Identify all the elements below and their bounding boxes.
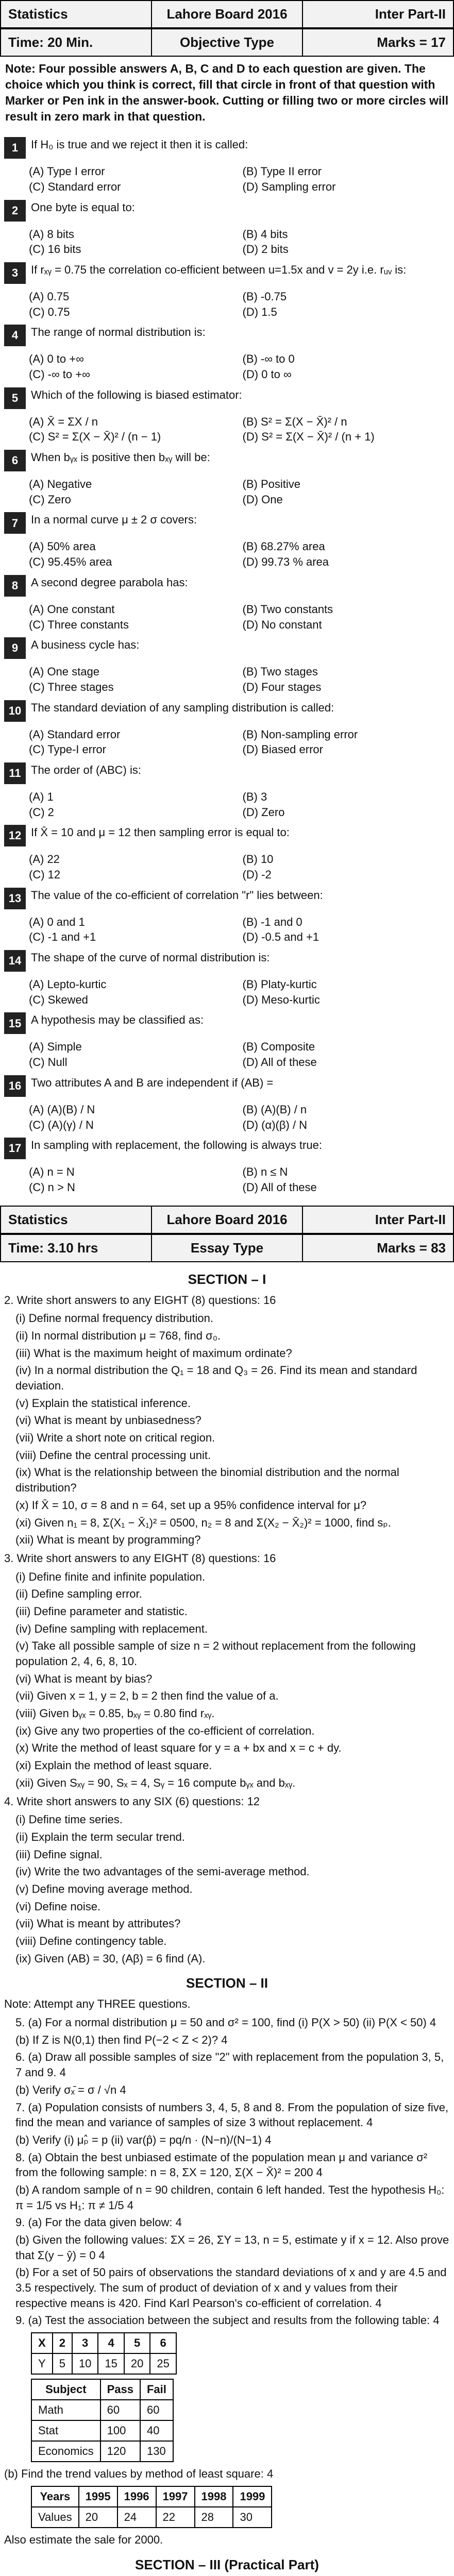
question-text: In sampling with replacement, the following is always true: — [31, 1139, 322, 1152]
mcq-option: (B) -0.75 — [242, 290, 287, 303]
q2-title: 2. Write short answers to any EIGHT (8) questions: 16 — [4, 1293, 276, 1307]
mcq-option: (D) Sampling error — [242, 180, 336, 193]
mcq-option: (D) Four stages — [242, 680, 322, 693]
table-cell: 60 — [100, 2400, 140, 2420]
mcq-option: (A) n = N — [29, 1165, 75, 1179]
section-2-items — [0, 2015, 454, 2328]
mcq-option: (A) (A)(B) / N — [29, 1103, 95, 1116]
table-cell: 15 — [98, 2353, 124, 2374]
list-item: 9. (a) For the data given below: 4 — [15, 2216, 182, 2229]
mcq-option: (D) -2 — [242, 868, 272, 881]
mcq-option: (B) 68.27% area — [242, 540, 325, 553]
mcq-option: (D) No constant — [242, 618, 322, 631]
list-item: (iii) What is the maximum height of maximum ordinate? — [15, 1346, 292, 1360]
mcq-options — [27, 414, 454, 445]
subjective-header — [0, 1206, 454, 1234]
objective-note: Note: Four possible answers A, B, C and D to each question are given. The choice which you think is correct, fill that circle in front of that question with Marker or Pen ink in the answer-book. Cutting or filling two or more circles will result in zero mark in that question. — [5, 62, 449, 124]
section-1-title: SECTION – I — [188, 1271, 266, 1287]
table-header-cell: X — [31, 2333, 53, 2353]
mcq-option: (D) Zero — [242, 805, 285, 819]
list-item: (iv) Define sampling with replacement. — [15, 1622, 208, 1635]
mcq-question — [4, 512, 450, 534]
mcq-option: (D) 0 to ∞ — [242, 368, 292, 381]
spacer — [0, 1195, 454, 1206]
table-cell: Economics — [31, 2441, 100, 2462]
mcq-question — [4, 700, 450, 722]
mcq-option: (A) X̄ = ΣX / n — [29, 415, 98, 428]
mcq-option: (C) Standard error — [29, 180, 121, 193]
mcq-option: (C) 12 — [29, 868, 61, 881]
list-item: (vi) What is meant by bias? — [15, 1672, 153, 1685]
section-3-title: SECTION – III (Practical Part) — [135, 2556, 319, 2572]
table-cell: 130 — [140, 2441, 173, 2462]
table-cell: Math — [31, 2400, 100, 2420]
mcq-option: (A) Standard error — [29, 727, 121, 741]
mcq-option: (B) 3 — [242, 790, 267, 803]
data-table-years — [0, 2486, 454, 2528]
table-header-cell: 2 — [53, 2333, 72, 2353]
table-header-row — [31, 2379, 173, 2400]
data-table — [31, 2379, 174, 2462]
list-item: (b) Given the following values: ΣX = 26, ΣY = 13, n = 5, estimate y if x = 12. Also prove that Σ(y − ŷ) = 0 4 — [15, 2233, 449, 2262]
table-cell: 20 — [124, 2353, 150, 2374]
table-header-cell: 1997 — [156, 2486, 195, 2507]
mcq-option: (A) Lepto-kurtic — [29, 978, 107, 991]
mcq-option: (A) 22 — [29, 853, 60, 866]
list-item: (viii) Given bᵧₓ = 0.85, bₓᵧ = 0.80 find rₓᵧ. — [15, 1707, 215, 1720]
table-cell: 22 — [156, 2507, 195, 2528]
mcq-options — [27, 602, 454, 632]
table-row — [31, 2507, 272, 2528]
time-label: Time: 20 Min. — [8, 35, 93, 50]
mcq-option: (B) Composite — [242, 1040, 315, 1054]
table-header-row — [31, 2333, 176, 2353]
mcq-option: (C) -1 and +1 — [29, 930, 96, 944]
data-table-xy — [0, 2332, 454, 2375]
mcq-options — [27, 1102, 454, 1132]
mcq-question — [4, 575, 450, 597]
mcq-option: (C) Skewed — [29, 993, 88, 1006]
class-title: Inter Part-II — [302, 1207, 453, 1233]
table-header-cell: 1999 — [233, 2486, 272, 2507]
mcq-option: (C) S² = Σ(X − X̄)² / (n − 1) — [29, 430, 161, 444]
question-number: 5 — [4, 387, 26, 409]
question-text: The range of normal distribution is: — [31, 326, 206, 339]
mcq-option: (A) Negative — [29, 478, 92, 491]
list-item: (ix) Given (AB) = 30, (Aβ) = 6 find (A). — [15, 1952, 206, 1965]
trend-note: (b) Find the trend values by method of least square: 4 — [4, 2467, 274, 2481]
mcq-option: (D) (α)(β) / N — [242, 1118, 308, 1131]
list-item: (vi) What is meant by unbiasedness? — [15, 1414, 201, 1427]
list-item: (xi) Explain the method of least square. — [15, 1759, 212, 1772]
list-item: (b) Verify (i) μₚ̂ = p (ii) var(p̂) = pq/n · (N−n)/(N−1) 4 — [15, 2133, 272, 2146]
table-cell: 28 — [195, 2507, 233, 2528]
mcq-option: (A) 0.75 — [29, 290, 70, 303]
list-item: 5. (a) For a normal distribution μ = 50 and σ² = 100, find (i) P(X > 50) (ii) P(X < 50) 4 — [15, 2016, 436, 2029]
table-cell: 20 — [79, 2507, 117, 2528]
question-number: 8 — [4, 575, 26, 597]
mcq-question — [4, 762, 450, 784]
list-item: (viii) Define contingency table. — [15, 1935, 167, 1947]
table-row — [31, 2353, 176, 2374]
table-header-cell: 3 — [72, 2333, 98, 2353]
mcq-option: (B) -∞ to 0 — [242, 352, 295, 366]
list-item: (vii) Given x = 1, y = 2, b = 2 then find the value of a. — [15, 1689, 279, 1703]
table-header-cell: 1998 — [195, 2486, 233, 2507]
q2-items — [0, 1311, 454, 1548]
question-number: 14 — [4, 950, 26, 972]
type-label: Essay Type — [151, 1235, 302, 1261]
question-number: 3 — [4, 262, 26, 284]
mcq-question — [4, 1075, 450, 1097]
list-item: (ii) Explain the term secular trend. — [15, 1830, 185, 1843]
table-row — [31, 2420, 173, 2441]
list-item: (b) A random sample of n = 90 children, contain 6 left handed. Test the hypothesis H₀: π = 1/5 vs H₁: π ≠ 1/5 4 — [15, 2183, 445, 2212]
mcq-question — [4, 325, 450, 346]
list-item: (x) Write the method of least square for y = a + bx and x = c + dy. — [15, 1741, 342, 1755]
table-header-cell: 5 — [124, 2333, 150, 2353]
list-item: (xi) Given n₁ = 8, Σ(X₁ − X̄₁)² = 0500, n₂ = 8 and Σ(X₂ − X̄₂)² = 1000, find sₚ. — [15, 1516, 391, 1529]
mcq-option: (C) Type-I error — [29, 743, 106, 756]
mcq-question — [4, 450, 450, 471]
table-cell: 60 — [140, 2400, 173, 2420]
section-2-title: SECTION – II — [186, 1975, 268, 1991]
list-item: (iv) In a normal distribution the Q₁ = 18 and Q₃ = 26. Find its mean and standard deviation. — [15, 1364, 417, 1392]
question-text: The shape of the curve of normal distribution is: — [31, 951, 270, 964]
table-cell: Values — [31, 2507, 79, 2528]
mcq-option: (B) Two stages — [242, 665, 318, 679]
table-cell: Stat — [31, 2420, 100, 2441]
mcq-option: (B) Non-sampling error — [242, 727, 358, 741]
question-text: A second degree parabola has: — [31, 575, 188, 589]
mcq-option: (D) All of these — [242, 1180, 317, 1194]
mcq-option: (C) Three stages — [29, 680, 114, 693]
mcq-option: (A) One constant — [29, 602, 115, 616]
mcq-option: (D) -0.5 and +1 — [242, 930, 320, 944]
table-cell: 30 — [233, 2507, 272, 2528]
board-title: Lahore Board 2016 — [151, 1207, 302, 1233]
question-text: If rₓᵧ = 0.75 the correlation co-efficient between u=1.5x and v = 2y i.e. rᵤᵥ is: — [31, 263, 407, 276]
table-cell: 24 — [117, 2507, 156, 2528]
mcq-option: (B) (A)(B) / n — [242, 1103, 307, 1116]
mcq-option: (B) 10 — [242, 853, 274, 866]
question-text: One byte is equal to: — [31, 200, 135, 214]
question-text: A hypothesis may be classified as: — [31, 1013, 204, 1027]
subject-title: Statistics — [8, 1211, 68, 1227]
question-number: 9 — [4, 637, 26, 659]
mcq-options — [27, 727, 454, 757]
list-item: (xii) Given Sₓᵧ = 90, Sₓ = 4, Sᵧ = 16 compute bᵧₓ and bₓᵧ. — [15, 1776, 296, 1789]
mcq-option: (C) -∞ to +∞ — [29, 368, 90, 381]
mcq-options — [27, 539, 454, 569]
table-header-cell: 4 — [98, 2333, 124, 2353]
list-item: 7. (a) Population consists of numbers 3, 4, 5, 8 and 8. From the population of size five, find the mean and variance of samples of size 3 without replacement. 4 — [15, 2100, 449, 2129]
mcq-option: (D) Meso-kurtic — [242, 993, 320, 1006]
mcq-option: (B) S² = Σ(X − X̄)² / n — [242, 415, 347, 428]
list-item: (iii) Define parameter and statistic. — [15, 1604, 188, 1618]
mcq-options — [27, 477, 454, 507]
question-text: Which of the following is biased estimator: — [31, 388, 242, 401]
mcq-option: (C) (A)(γ) / N — [29, 1118, 94, 1131]
mcq-list — [0, 137, 454, 1195]
question-number: 17 — [4, 1138, 26, 1159]
mcq-option: (D) 1.5 — [242, 305, 277, 318]
mcq-question — [4, 200, 450, 222]
question-text: The standard deviation of any sampling distribution is called: — [31, 701, 334, 714]
table-cell: 25 — [150, 2353, 176, 2374]
question-number: 7 — [4, 512, 26, 534]
question-number: 15 — [4, 1012, 26, 1034]
mcq-option: (B) Two constants — [242, 602, 333, 616]
table-cell: 5 — [53, 2353, 72, 2374]
question-number: 1 — [4, 137, 26, 159]
mcq-option: (C) Null — [29, 1056, 68, 1069]
mcq-option: (D) 2 bits — [242, 243, 289, 256]
list-item: (b) Verify σₓ̄ = σ / √n 4 — [15, 2083, 126, 2096]
mcq-option: (D) 99.73 % area — [242, 555, 329, 569]
table-cell: 120 — [100, 2441, 140, 2462]
list-item: (i) Define normal frequency distribution. — [15, 1312, 213, 1325]
list-item: (ii) Define sampling error. — [15, 1587, 142, 1601]
mcq-question — [4, 825, 450, 846]
table-header-cell: Fail — [140, 2379, 173, 2400]
question-number: 10 — [4, 700, 26, 722]
mcq-options — [27, 351, 454, 382]
list-item: (viii) Define the central processing unit. — [15, 1448, 211, 1462]
mcq-option: (B) 4 bits — [242, 227, 288, 241]
table-cell: 100 — [100, 2420, 140, 2441]
question-text: If X̄ = 10 and μ = 12 then sampling error is equal to: — [31, 826, 290, 839]
q3-title: 3. Write short answers to any EIGHT (8) questions: 16 — [4, 1551, 276, 1565]
mcq-options — [27, 852, 454, 882]
marks-label: Marks = 17 — [302, 29, 453, 56]
question-text: In a normal curve μ ± 2 σ covers: — [31, 513, 197, 527]
type-label: Objective Type — [151, 29, 302, 56]
mcq-option: (C) Three constants — [29, 618, 129, 631]
mcq-option: (D) S² = Σ(X − X̄)² / (n + 1) — [242, 430, 375, 444]
question-text: Two attributes A and B are independent if (AB) = — [31, 1076, 274, 1089]
subjective-time-row — [0, 1234, 454, 1262]
mcq-question — [4, 1138, 450, 1159]
mcq-option: (B) n ≤ N — [242, 1165, 288, 1179]
table-header-row — [31, 2486, 272, 2507]
mcq-option: (C) 2 — [29, 805, 54, 819]
mcq-option: (A) 0 and 1 — [29, 915, 85, 928]
mcq-question — [4, 137, 450, 159]
list-item: 9. (a) Test the association between the subject and results from the following table: 4 — [15, 2314, 440, 2327]
mcq-option: (A) 0 to +∞ — [29, 352, 84, 366]
mcq-options — [27, 227, 454, 257]
mcq-question — [4, 262, 450, 284]
list-item: (vi) Define noise. — [15, 1900, 101, 1913]
list-item: (iii) Define signal. — [15, 1848, 103, 1861]
question-text: The order of (ABC) is: — [31, 763, 141, 776]
mcq-option: (A) 50% area — [29, 540, 96, 553]
mcq-option: (C) Zero — [29, 493, 71, 506]
list-item: (v) Explain the statistical inference. — [15, 1396, 191, 1410]
list-item: (ix) What is the relationship between the binomial distribution and the normal distribution? — [15, 1466, 399, 1495]
q4-items — [0, 1812, 454, 1966]
mcq-option: (A) Simple — [29, 1040, 82, 1054]
objective-header — [0, 0, 454, 28]
mcq-options — [27, 914, 454, 945]
list-item: (ii) In normal distribution μ = 768, find σ₀. — [15, 1329, 221, 1342]
question-number: 6 — [4, 450, 26, 471]
mcq-option: (C) n > N — [29, 1180, 75, 1194]
mcq-option: (D) Biased error — [242, 743, 323, 756]
mcq-option: (A) 1 — [29, 790, 54, 803]
mcq-option: (B) -1 and 0 — [242, 915, 302, 928]
list-item: (b) If Z is N(0,1) then find P(−2 < Z < 2)? 4 — [15, 2033, 228, 2046]
list-item: (iv) Write the two advantages of the semi-average method. — [15, 1865, 310, 1878]
class-title: Inter Part-II — [302, 1, 453, 27]
section-2-note: Note: Attempt any THREE questions. — [4, 1997, 191, 2011]
mcq-question — [4, 1012, 450, 1034]
mcq-option: (A) Type I error — [29, 165, 105, 178]
mcq-options — [27, 664, 454, 694]
list-item: (xii) What is meant by programming? — [15, 1533, 201, 1547]
question-text: The value of the co-efficient of correlation "r" lies between: — [31, 888, 323, 902]
list-item: 6. (a) Draw all possible samples of size "2" with replacement from the population 3, 5, 7 and 9. 4 — [15, 2050, 444, 2079]
mcq-option: (D) One — [242, 493, 283, 506]
table-cell: 40 — [140, 2420, 173, 2441]
table-header-cell: 1995 — [79, 2486, 117, 2507]
data-table-subject — [0, 2379, 454, 2462]
mcq-question — [4, 637, 450, 659]
marks-label: Marks = 83 — [302, 1235, 453, 1261]
mcq-option: (D) All of these — [242, 1056, 317, 1069]
q3-items — [0, 1569, 454, 1791]
question-number: 2 — [4, 200, 26, 222]
table-header-cell: Subject — [31, 2379, 100, 2400]
table-header-cell: 6 — [150, 2333, 176, 2353]
mcq-option: (B) Type II error — [242, 165, 322, 178]
list-item: (b) For a set of 50 pairs of observations the standard deviations of x and y are 4.5 and 3.5 respectively. The sum of product of deviation of x and y values from their respective means is 420. Find Karl Pearson's co-efficient of correlation. 4 — [15, 2266, 447, 2310]
mcq-option: (C) 95.45% area — [29, 555, 112, 569]
question-number: 4 — [4, 325, 26, 346]
subject-title: Statistics — [8, 6, 68, 22]
mcq-options — [27, 164, 454, 194]
question-number: 11 — [4, 762, 26, 784]
question-text: A business cycle has: — [31, 638, 140, 652]
list-item: (ix) Give any two properties of the co-efficient of correlation. — [15, 1724, 315, 1737]
time-label: Time: 3.10 hrs — [8, 1240, 98, 1256]
list-item: (v) Take all possible sample of size n = 2 without replacement from the following population 2, 4, 6, 8, 10. — [15, 1639, 416, 1668]
mcq-options — [27, 1164, 454, 1195]
question-text: If H₀ is true and we reject it then it is called: — [31, 138, 248, 151]
mcq-question — [4, 387, 450, 409]
mcq-option: (C) 0.75 — [29, 305, 70, 318]
board-title: Lahore Board 2016 — [151, 1, 302, 27]
mcq-question — [4, 950, 450, 972]
q4-title: 4. Write short answers to any SIX (6) questions: 12 — [4, 1794, 260, 1808]
mcq-option: (B) Positive — [242, 478, 300, 491]
mcq-options — [27, 789, 454, 820]
list-item: (v) Define moving average method. — [15, 1882, 193, 1895]
table-cell: 10 — [72, 2353, 98, 2374]
objective-time-row — [0, 28, 454, 57]
data-table — [31, 2332, 177, 2375]
trend-note-2: Also estimate the sale for 2000. — [4, 2533, 163, 2546]
table-row — [31, 2400, 173, 2420]
list-item: (vii) What is meant by attributes? — [15, 1917, 181, 1930]
question-number: 13 — [4, 888, 26, 909]
mcq-option: (B) Platy-kurtic — [242, 978, 317, 991]
mcq-options — [27, 1039, 454, 1070]
mcq-option: (A) One stage — [29, 665, 99, 679]
list-item: (vii) Write a short note on critical region. — [15, 1431, 215, 1445]
question-number: 12 — [4, 825, 26, 846]
mcq-question — [4, 888, 450, 909]
mcq-option: (A) 8 bits — [29, 227, 75, 241]
mcq-options — [27, 977, 454, 1007]
table-header-cell: 1996 — [117, 2486, 156, 2507]
list-item: (i) Define finite and infinite population. — [15, 1570, 206, 1583]
question-text: When bᵧₓ is positive then bₓᵧ will be: — [31, 451, 210, 464]
table-header-cell: Pass — [100, 2379, 140, 2400]
mcq-options — [27, 289, 454, 319]
list-item: 8. (a) Obtain the best unbiased estimate of the population mean μ and variance σ² from the following sample: n = 8, ΣX = 120, Σ(X − X̄)² = 200 4 — [15, 2150, 428, 2179]
list-item: (x) If X̄ = 10, σ = 8 and n = 64, set up a 95% confidence interval for μ? — [15, 1498, 367, 1512]
table-header-cell: Years — [31, 2486, 79, 2507]
data-table — [31, 2486, 272, 2528]
list-item: (i) Define time series. — [15, 1813, 123, 1826]
question-number: 16 — [4, 1075, 26, 1097]
table-cell: Y — [31, 2353, 53, 2374]
table-row — [31, 2441, 173, 2462]
mcq-option: (C) 16 bits — [29, 243, 81, 256]
